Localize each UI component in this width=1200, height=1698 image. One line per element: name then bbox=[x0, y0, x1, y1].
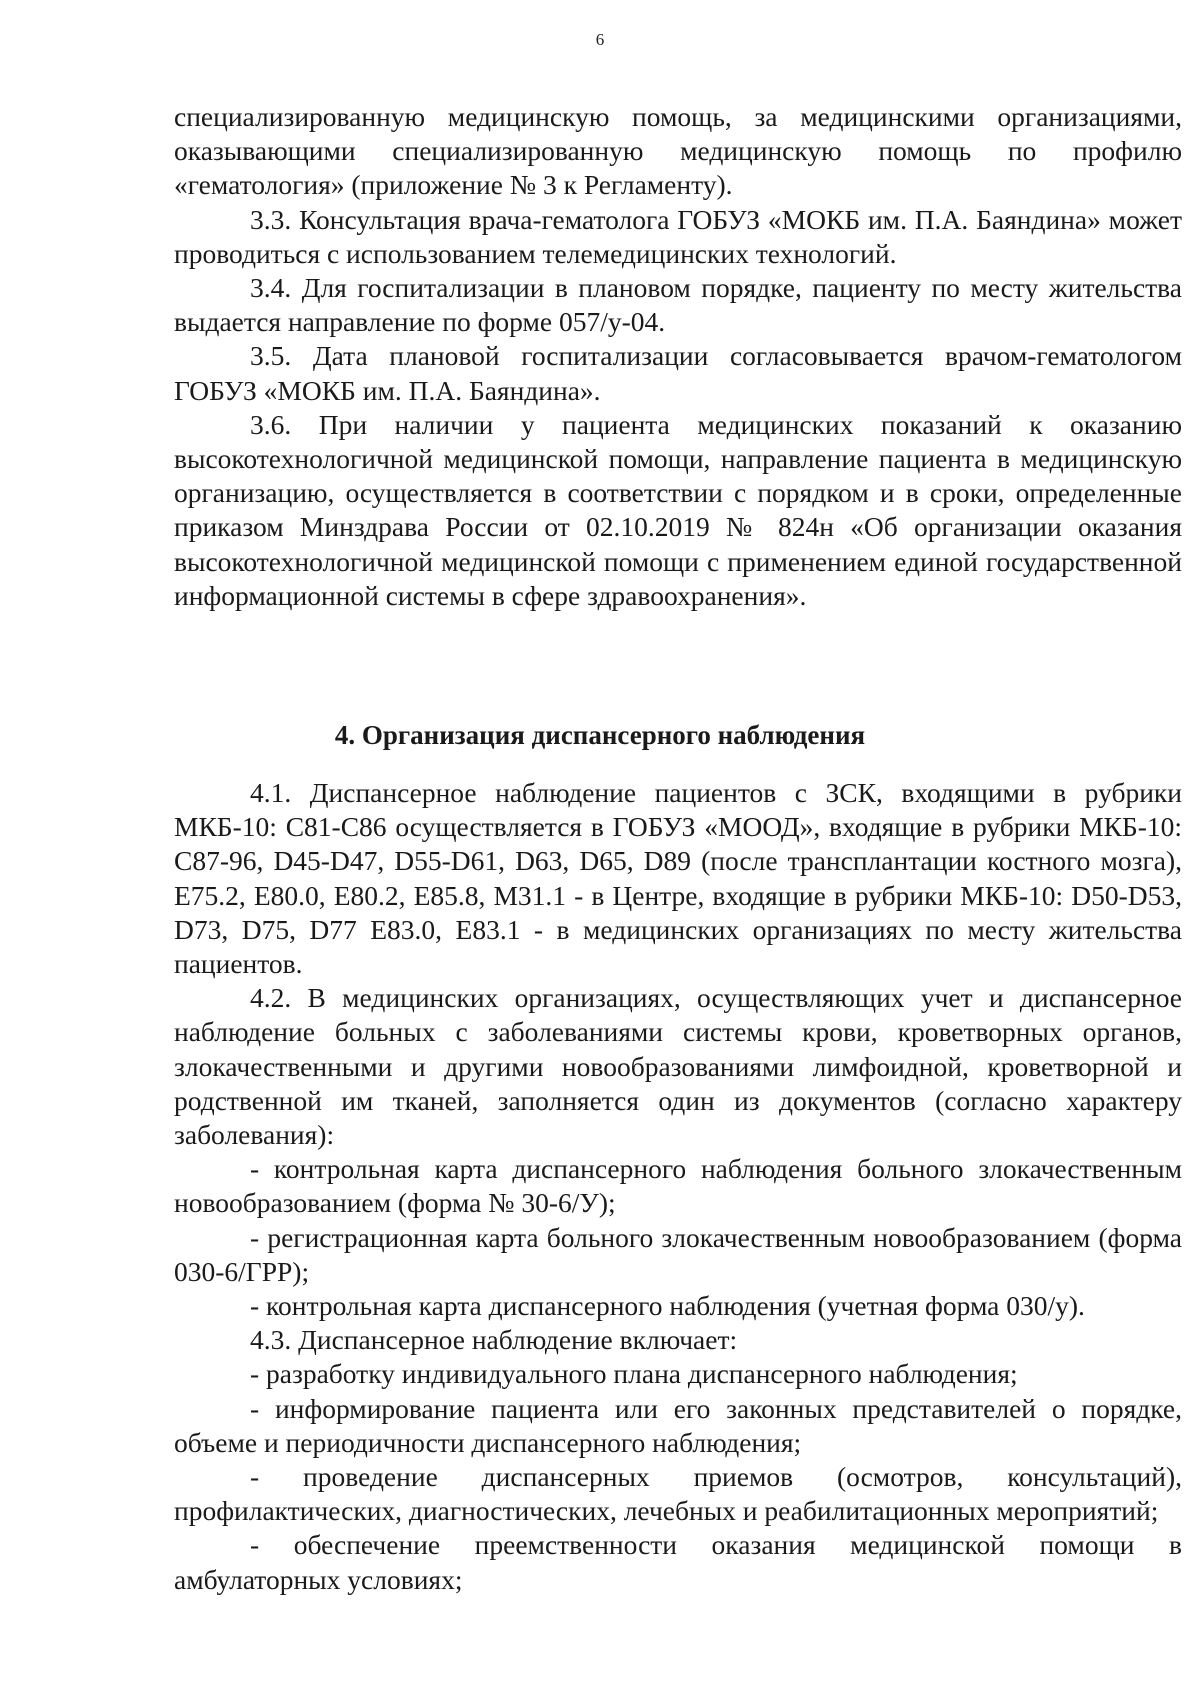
section-heading: 4. Организация диспансерного наблюдения bbox=[334, 720, 866, 750]
paragraph-3-3: 3.3. Консультация врача-гематолога ГОБУЗ «МОКБ им. П.А. Баяндина» может проводиться с использованием телемедицинских технологий. bbox=[174, 203, 1182, 269]
paragraph-4-2: 4.2. В медицинских организациях, осуществляющих учет и диспансерное наблюдение больных с заболеваниями системы крови, кроветворных органов, злокачественными и другими новообразованиями лимфоидной, кроветворной и родственной им тканей, заполняется один из документов (согласно характеру заболевания): bbox=[174, 982, 1182, 1151]
paragraph-3-5: 3.5. Дата плановой госпитализации согласовывается врачом-гематологом ГОБУЗ «МОКБ им. П.А. Баяндина». bbox=[174, 340, 1182, 406]
page-number: 6 bbox=[595, 30, 605, 49]
paragraph-3-4: 3.4. Для госпитализации в плановом порядке, пациенту по месту жительства выдается направление по форме 057/у-04. bbox=[174, 272, 1182, 338]
paragraph-4-1: 4.1. Диспансерное наблюдение пациентов с ЗСК, входящими в рубрики МКБ-10: С81-С86 осуществляется в ГОБУЗ «МООД», входящие в рубрики МКБ-10: С87-96, D45-D47, D55-D61, D63, D65, D89 (после трансплантации костного мозга), Е75.2, Е80.0, Е80.2, Е85.8, М31.1 - в Центре, входящие в рубрики МКБ-10: D50-D53, D73, D75, D77 Е83.0, Е83.1 - в медицинских организациях по месту жительства пациентов. bbox=[174, 777, 1182, 980]
list-item-form-030: - контрольная карта диспансерного наблюдения (учетная форма 030/у). bbox=[250, 1290, 1085, 1322]
section-4-body bbox=[174, 776, 1182, 1597]
paragraph-4-3: 4.3. Диспансерное наблюдение включает: bbox=[250, 1324, 738, 1356]
list-item-form-30-6: - контрольная карта диспансерного наблюдения больного злокачественным новообразованием (форма № 30-6/У); bbox=[174, 1153, 1182, 1219]
paragraph-continuation: специализированную медицинскую помощь, за медицинскими организациями, оказывающими специализированную медицинскую помощь по профилю «гематология» (приложение № 3 к Регламенту). bbox=[174, 101, 1182, 201]
paragraph-3-6: 3.6. При наличии у пациента медицинских показаний к оказанию высокотехнологичной медицинской помощи, направление пациента в медицинскую организацию, осуществляется в соответствии с порядком и в сроки, определенные приказом Минздрава России от 02.10.2019 № 824н «Об организации оказания высокотехнологичной медицинской помощи с применением единой государственной информационной системы в сфере здравоохранения». bbox=[174, 408, 1182, 611]
list-item-form-030-6-grr: - регистрационная карта больного злокачественным новообразованием (форма 030-6/ГРР); bbox=[174, 1221, 1182, 1287]
list-item-appointments: - проведение диспансерных приемов (осмотров, консультаций), профилактических, диагностических, лечебных и реабилитационных мероприятий; bbox=[174, 1461, 1182, 1527]
list-item-continuity: - обеспечение преемственности оказания медицинской помощи в амбулаторных условиях; bbox=[174, 1529, 1182, 1595]
list-item-individual-plan: - разработку индивидуального плана диспансерного наблюдения; bbox=[250, 1358, 1018, 1390]
section-3-continuation bbox=[174, 100, 1182, 613]
list-item-informing: - информирование пациента или его законных представителей о порядке, объеме и периодичности диспансерного наблюдения; bbox=[174, 1392, 1182, 1458]
